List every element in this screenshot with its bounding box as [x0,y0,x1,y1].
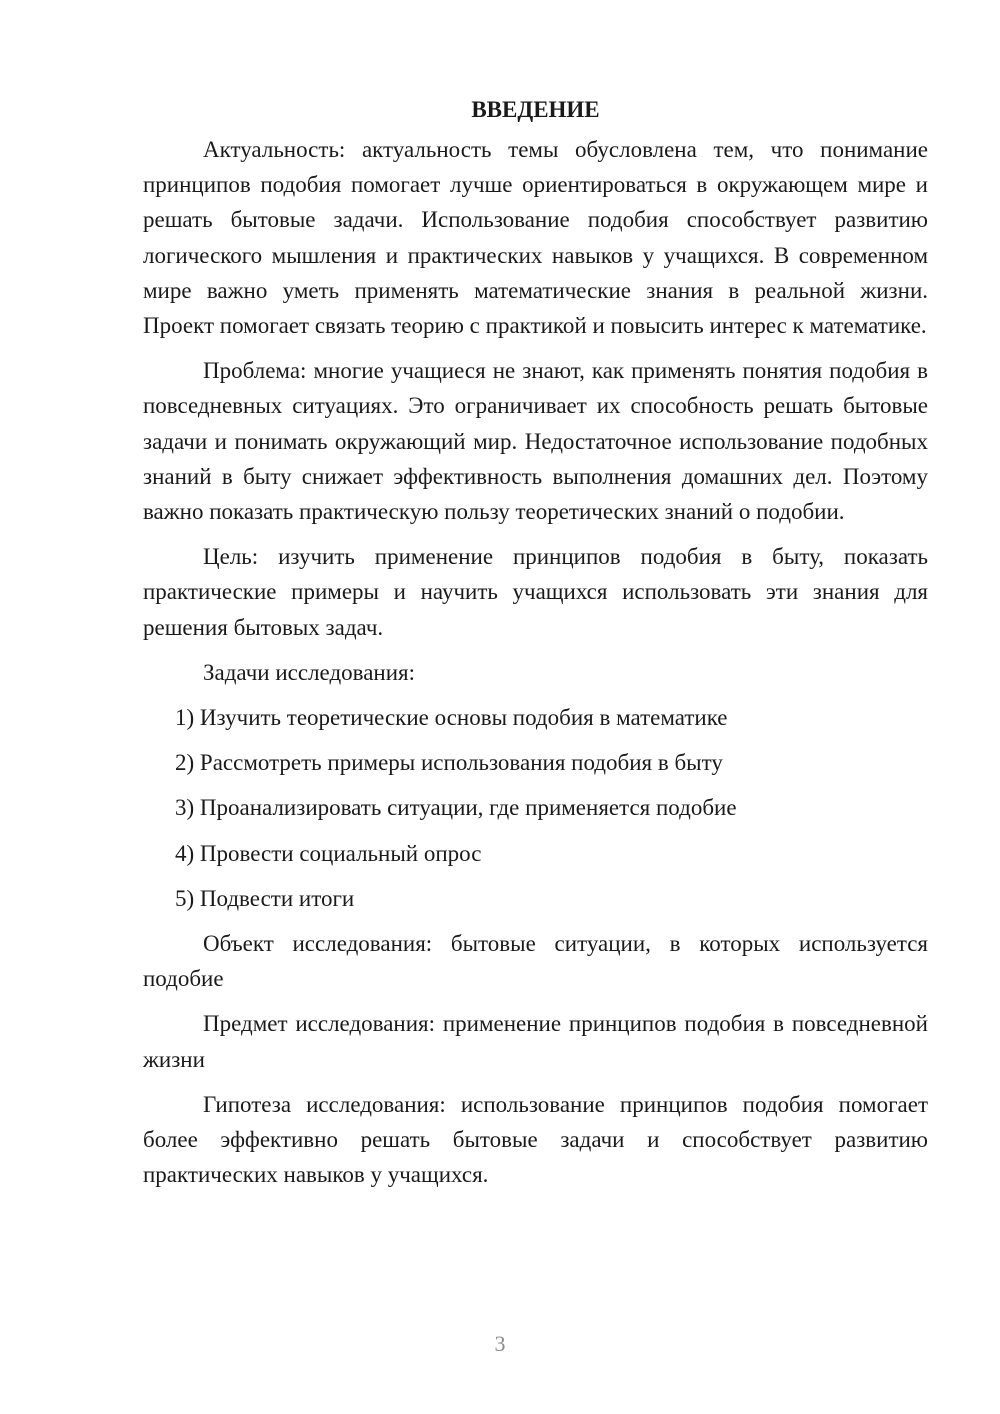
relevance-paragraph: Актуальность: актуальность темы обусловлена тем, что понимание принципов подобия помогает лучше ориентироваться в окружающем мире и решать бытовые задачи. Использование подобия способствует развитию логического мышления и практических навыков у учащихся. В современном мире важно уметь применять математические знания в реальной жизни. Проект помогает связать теорию с практикой и повысить интерес к математике. [143,137,928,339]
task-item-5: 5) Подвести итоги [175,885,355,911]
problem-paragraph: Проблема: многие учащиеся не знают, как применять понятия подобия в повседневных ситуациях. Это ограничивает их способность решать бытовые задачи и понимать окружающий мир. Недостаточное использование подобных знаний в быту снижает эффективность выполнения домашних дел. Поэтому важно показать практическую пользу теоретических знаний о подобии. [143,358,928,525]
task-item-2: 2) Рассмотреть примеры использования подобия в быту [175,750,723,776]
document-page [143,92,928,1202]
task-item-3: 3) Проанализировать ситуации, где применяется подобие [175,795,737,821]
hypothesis-paragraph: Гипотеза исследования: использование принципов подобия помогает более эффективно решать бытовые задачи и способствует развитию практических навыков у учащихся. [143,1091,928,1188]
object-paragraph: Объект исследования: бытовые ситуации, в которых используется подобие [143,931,928,992]
subject-paragraph: Предмет исследования: применение принципов подобия в повседневной жизни [143,1011,928,1072]
page-number: 3 [494,1331,506,1356]
task-item-4: 4) Провести социальный опрос [175,840,482,866]
goal-paragraph: Цель: изучить применение принципов подобия в быту, показать практические примеры и научить учащихся использовать эти знания для решения бытовых задач. [143,544,928,640]
section-title: ВВЕДЕНИЕ [471,97,600,122]
task-item-1: 1) Изучить теоретические основы подобия в математике [175,705,728,731]
tasks-heading: Задачи исследования: [203,659,416,685]
task-list [143,700,928,916]
